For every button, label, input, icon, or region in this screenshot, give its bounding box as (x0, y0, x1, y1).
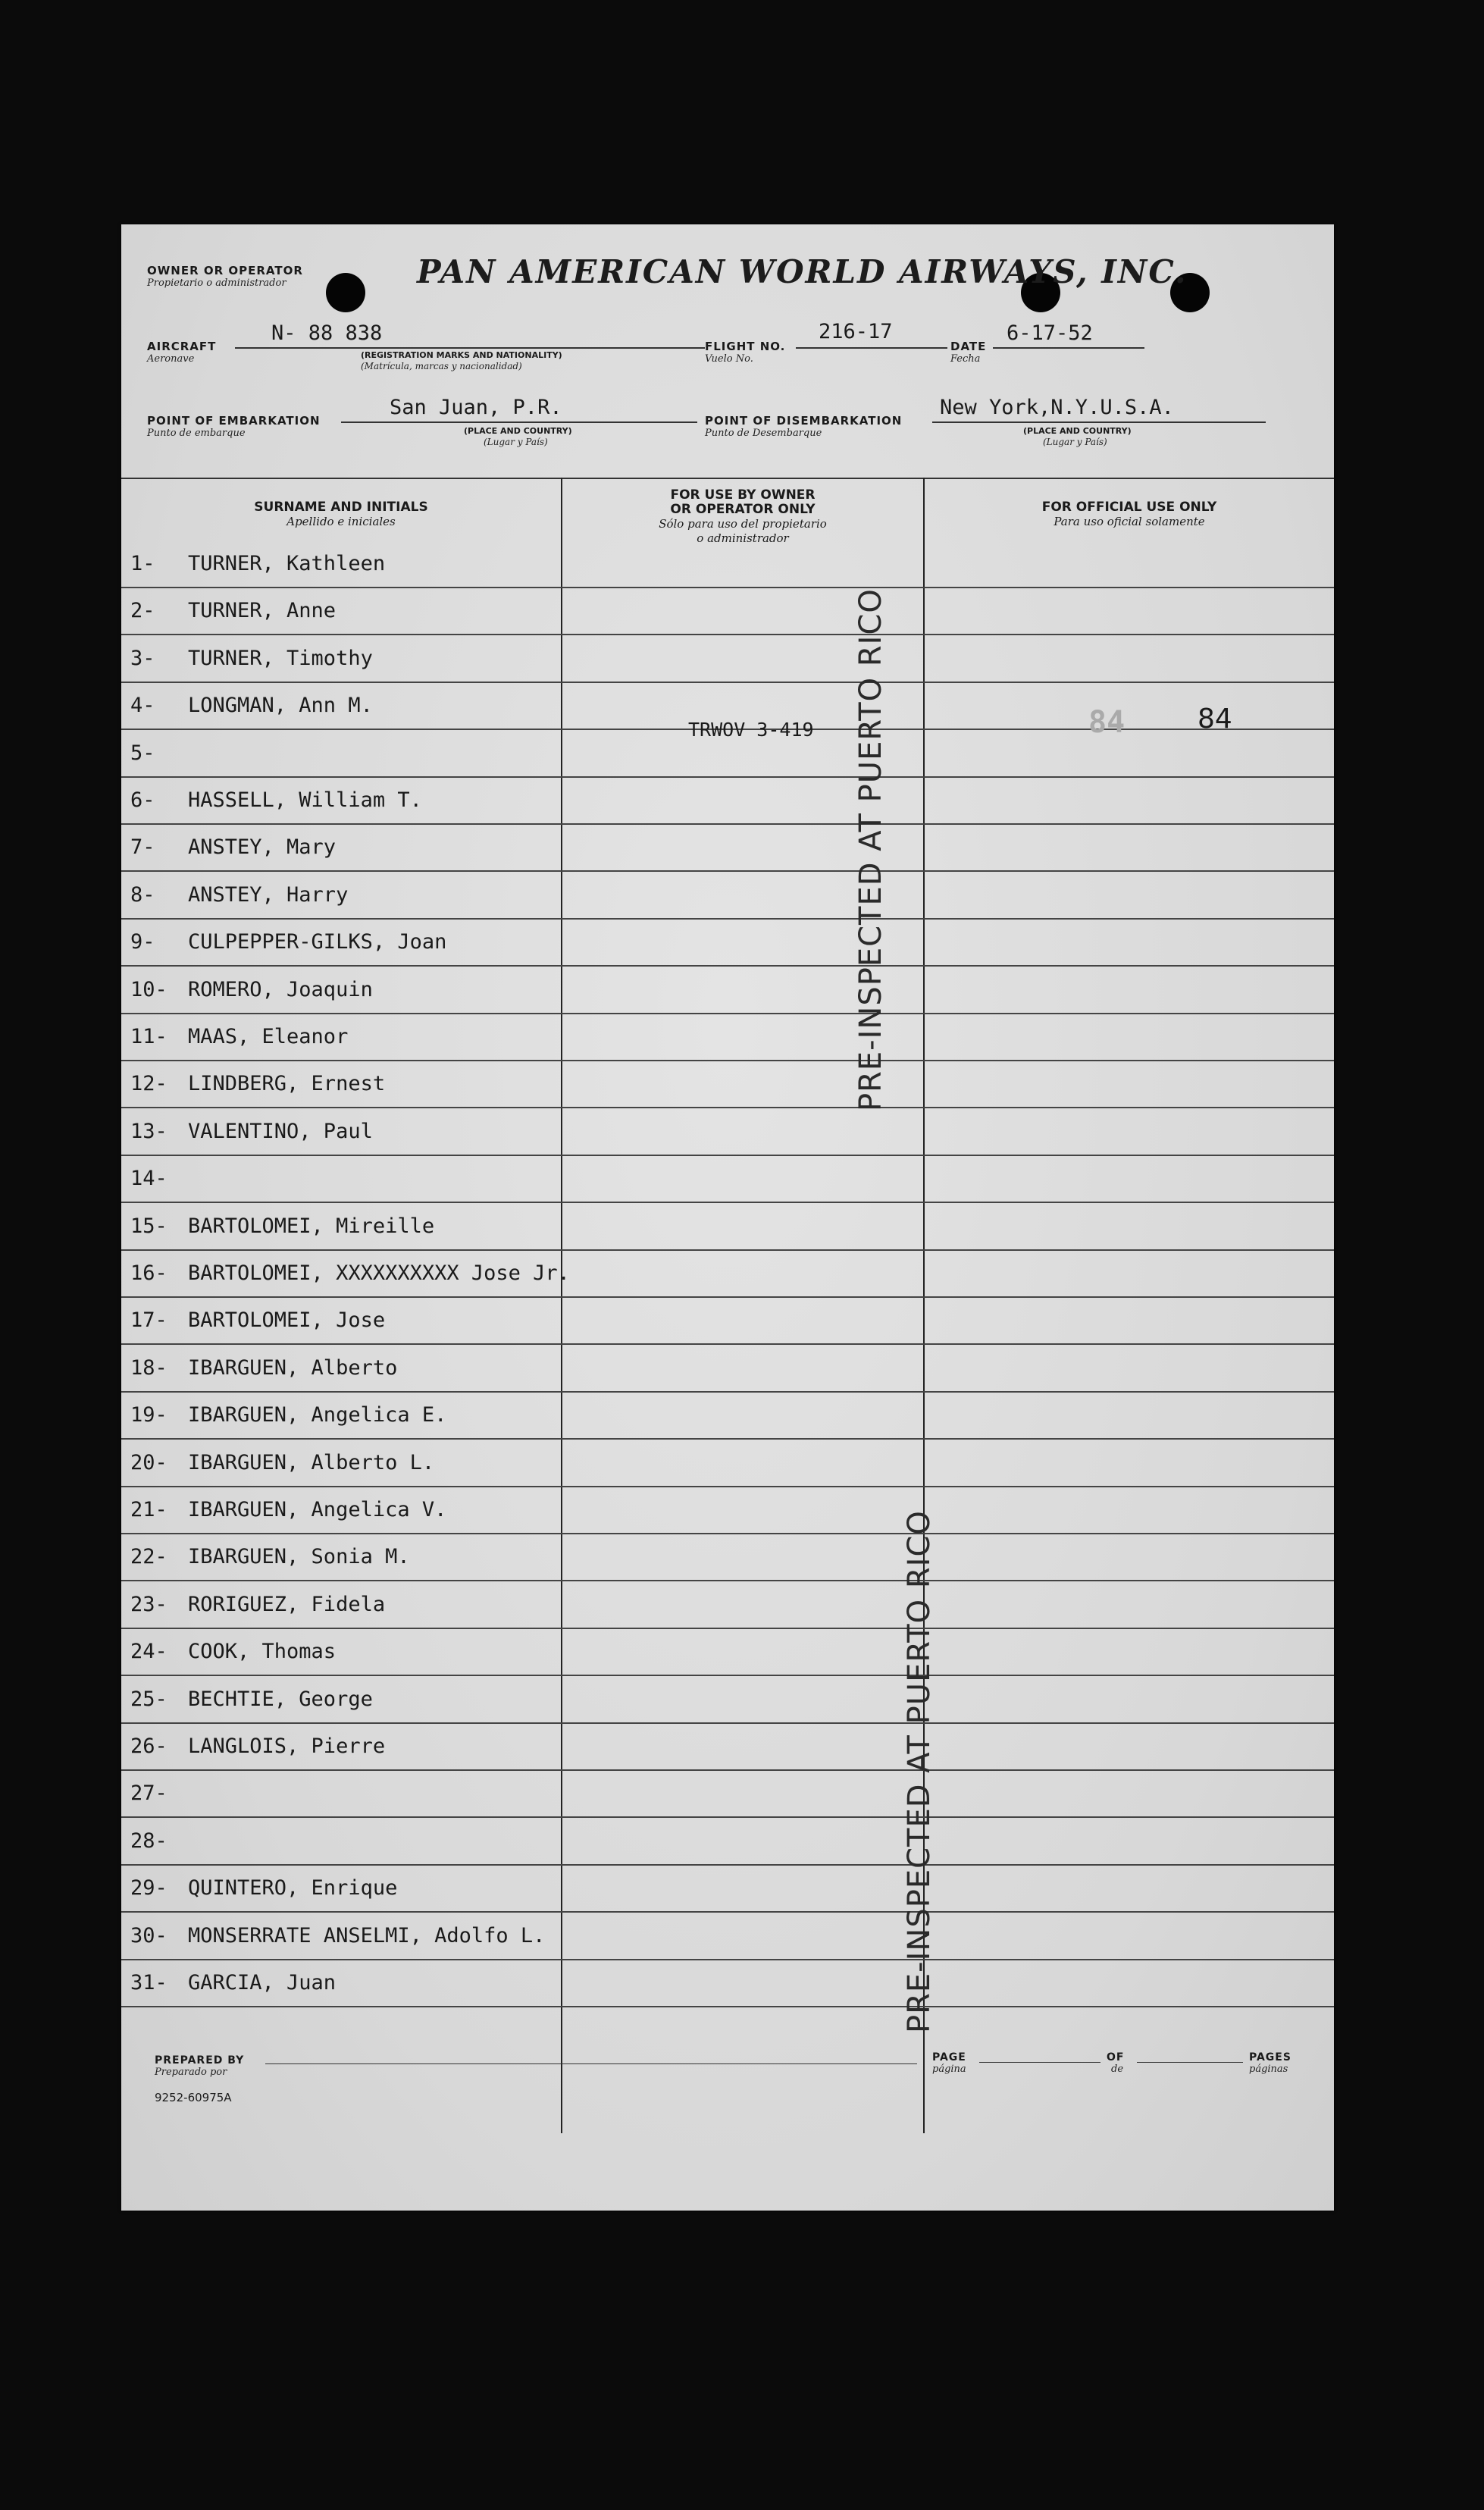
passenger-name: CULPEPPER-GILKS, Joan (188, 930, 447, 954)
row-number: 10- (130, 977, 167, 1001)
disembark-label-es: Punto de Desembarque (705, 428, 822, 439)
table-row (121, 1487, 1334, 1534)
passenger-name: ROMERO, Joaquin (188, 977, 373, 1001)
col-official-label: FOR OFFICIAL USE ONLY (1041, 500, 1217, 515)
table-row (121, 1819, 1334, 1866)
row-number: 13- (130, 1119, 167, 1143)
table-row (121, 541, 1334, 588)
passenger-name: LINDBERG, Ernest (188, 1072, 386, 1096)
row-number: 21- (130, 1498, 167, 1521)
disembark-value: New York,N.Y.U.S.A. (940, 396, 1174, 419)
passenger-name: TURNER, Kathleen (188, 552, 386, 575)
table-row (121, 636, 1334, 683)
row-number: 2- (130, 599, 155, 623)
col-owner-label-1: FOR USE BY OWNER (670, 487, 816, 503)
row-number: 16- (130, 1261, 167, 1285)
passenger-name: BARTOLOMEI, XXXXXXXXXX Jose Jr. (188, 1261, 570, 1285)
passenger-name: TURNER, Anne (188, 599, 337, 623)
table-row (121, 873, 1334, 920)
col-surname-head (121, 500, 561, 529)
passenger-name: IBARGUEN, Alberto (188, 1355, 398, 1380)
row-number: 5- (130, 741, 155, 765)
of-label: OF (1107, 2051, 1125, 2063)
of-label-es: de (1111, 2063, 1124, 2075)
official-faint-number: 84 (1088, 705, 1126, 740)
table-row (121, 1440, 1334, 1487)
passenger-name: BARTOLOMEI, Mireille (188, 1214, 435, 1238)
pages-label-es: páginas (1249, 2063, 1288, 2075)
passenger-name: BARTOLOMEI, Jose (188, 1308, 386, 1333)
row-number: 3- (130, 646, 155, 670)
row-number: 12- (130, 1072, 167, 1096)
row-number: 31- (130, 1971, 167, 1995)
disembark-label: POINT OF DISEMBARKATION (705, 414, 903, 428)
aircraft-label: AIRCRAFT (147, 340, 217, 353)
table-row (121, 1346, 1334, 1393)
table-row (121, 967, 1334, 1014)
aircraft-label-es: Aeronave (147, 353, 195, 365)
row-number: 15- (130, 1214, 167, 1238)
flight-label-es: Vuelo No. (705, 353, 753, 365)
table-row (121, 1534, 1334, 1581)
owner-label: OWNER OR OPERATOR (147, 264, 303, 277)
date-rule (993, 347, 1144, 349)
passenger-name: RORIGUEZ, Fidela (188, 1592, 386, 1616)
prepared-label-es: Preparado por (155, 2067, 227, 2078)
row-number: 24- (130, 1640, 167, 1664)
col-owner-label-es-2: o administrador (697, 531, 789, 545)
place-label: (PLACE AND COUNTRY) (464, 426, 572, 436)
passenger-name: IBARGUEN, Alberto L. (188, 1450, 435, 1474)
aircraft-value: N- 88 838 (271, 321, 383, 345)
row-number: 23- (130, 1592, 167, 1616)
table-row (121, 1866, 1334, 1913)
passenger-name: IBARGUEN, Sonia M. (188, 1545, 410, 1569)
row-number: 4- (130, 694, 155, 718)
row-number: 29- (130, 1876, 167, 1901)
place-label-es: (Lugar y País) (484, 437, 548, 447)
date-label: DATE (950, 340, 987, 353)
passenger-name: HASSELL, William T. (188, 788, 422, 812)
passenger-name: COOK, Thomas (188, 1640, 337, 1664)
flight-value: 216-17 (819, 320, 893, 343)
row-number: 25- (130, 1687, 167, 1711)
table-row (121, 588, 1334, 635)
col-owner-label-es-1: Sólo para uso del propietario (659, 517, 827, 531)
row-number: 7- (130, 835, 155, 860)
col-owner-head (562, 488, 923, 546)
row-number: 20- (130, 1450, 167, 1474)
table-row (121, 1582, 1334, 1629)
passenger-name: LANGLOIS, Pierre (188, 1734, 386, 1758)
table-row (121, 920, 1334, 967)
passenger-name: BECHTIE, George (188, 1687, 373, 1711)
table-row (121, 1251, 1334, 1298)
passenger-name: GARCIA, Juan (188, 1971, 337, 1995)
owner-label-es: Propietario o administrador (147, 277, 286, 289)
row-number: 8- (130, 882, 155, 907)
row-number: 9- (130, 930, 155, 954)
table-row (121, 825, 1334, 872)
table-row (121, 1061, 1334, 1108)
pages-label: PAGES (1249, 2051, 1291, 2063)
passenger-name: IBARGUEN, Angelica E. (188, 1403, 447, 1427)
table-row (121, 1014, 1334, 1061)
passenger-name: ANSTEY, Harry (188, 882, 349, 907)
official-handwritten-number: 84 (1198, 703, 1232, 735)
row-number: 28- (130, 1828, 167, 1853)
col-surname-label-es: Apellido e iniciales (286, 515, 396, 528)
embark-rule (341, 421, 697, 423)
row-number: 14- (130, 1167, 167, 1191)
row-rule (121, 2006, 1334, 2007)
passenger-name: VALENTINO, Paul (188, 1119, 373, 1143)
registration-label-es: (Matrícula, marcas y nacionalidad) (361, 361, 522, 371)
place-label-2-es: (Lugar y País) (1043, 437, 1107, 447)
passenger-name: QUINTERO, Enrique (188, 1876, 398, 1901)
col-official-head (925, 500, 1334, 529)
passenger-name: TURNER, Timothy (188, 646, 373, 670)
row-number: 22- (130, 1545, 167, 1569)
row-number: 6- (130, 788, 155, 812)
flight-label: FLIGHT NO. (705, 340, 786, 353)
table-row (121, 778, 1334, 825)
table-row (121, 1724, 1334, 1771)
prepared-rule (265, 2063, 917, 2064)
page-label-es: página (932, 2063, 966, 2075)
owner-note: TRWOV 3-419 (688, 719, 814, 741)
table-row (121, 1913, 1334, 1960)
punch-hole-left (326, 273, 365, 312)
table-row (121, 1677, 1334, 1724)
row-number: 27- (130, 1781, 167, 1806)
manifest-sheet (121, 224, 1334, 2211)
aircraft-rule (235, 347, 705, 349)
form-number: 9252-60975A (155, 2091, 232, 2104)
row-number: 26- (130, 1734, 167, 1758)
table-row (121, 1156, 1334, 1203)
embark-value: San Juan, P.R. (390, 396, 562, 419)
passenger-name: ANSTEY, Mary (188, 835, 337, 860)
passenger-name: LONGMAN, Ann M. (188, 694, 373, 718)
passenger-name: MAAS, Eleanor (188, 1025, 349, 1048)
row-number: 1- (130, 552, 155, 575)
airline-title: PAN AMERICAN WORLD AIRWAYS, INC. (417, 253, 1188, 290)
table-top-rule (121, 478, 1334, 479)
pre-inspected-stamp-top: PRE-INSPECTED AT PUERTO RICO (853, 588, 888, 1111)
col-surname-label: SURNAME AND INITIALS (254, 500, 428, 515)
row-number: 18- (130, 1355, 167, 1380)
table-row (121, 1204, 1334, 1251)
embark-label: POINT OF EMBARKATION (147, 414, 321, 428)
table-row (121, 1771, 1334, 1818)
registration-label: (REGISTRATION MARKS AND NATIONALITY) (361, 350, 562, 360)
row-number: 19- (130, 1403, 167, 1427)
col-official-label-es: Para uso oficial solamente (1054, 515, 1205, 528)
prepared-label: PREPARED BY (155, 2054, 245, 2067)
of-rule (1137, 2062, 1243, 2063)
disembark-rule (932, 421, 1266, 423)
col-owner-label-2: OR OPERATOR ONLY (670, 502, 816, 517)
row-number: 11- (130, 1025, 167, 1048)
passenger-name: IBARGUEN, Angelica V. (188, 1498, 447, 1521)
table-row (121, 1960, 1334, 2007)
embark-label-es: Punto de embarque (147, 428, 246, 439)
page-rule (979, 2062, 1100, 2063)
flight-rule (796, 347, 947, 349)
table-row (121, 1109, 1334, 1156)
place-label-2: (PLACE AND COUNTRY) (1023, 426, 1132, 436)
passenger-name: MONSERRATE ANSELMI, Adolfo L. (188, 1923, 546, 1948)
date-label-es: Fecha (950, 353, 981, 365)
row-number: 17- (130, 1308, 167, 1333)
row-number: 30- (130, 1923, 167, 1948)
table-row (121, 1629, 1334, 1676)
table-row (121, 1298, 1334, 1345)
pre-inspected-stamp-bottom: PRE-INSPECTED AT PUERTO RICO (902, 1510, 937, 2033)
date-value: 6-17-52 (1007, 321, 1093, 345)
table-row (121, 1393, 1334, 1440)
page-label: PAGE (932, 2051, 966, 2063)
